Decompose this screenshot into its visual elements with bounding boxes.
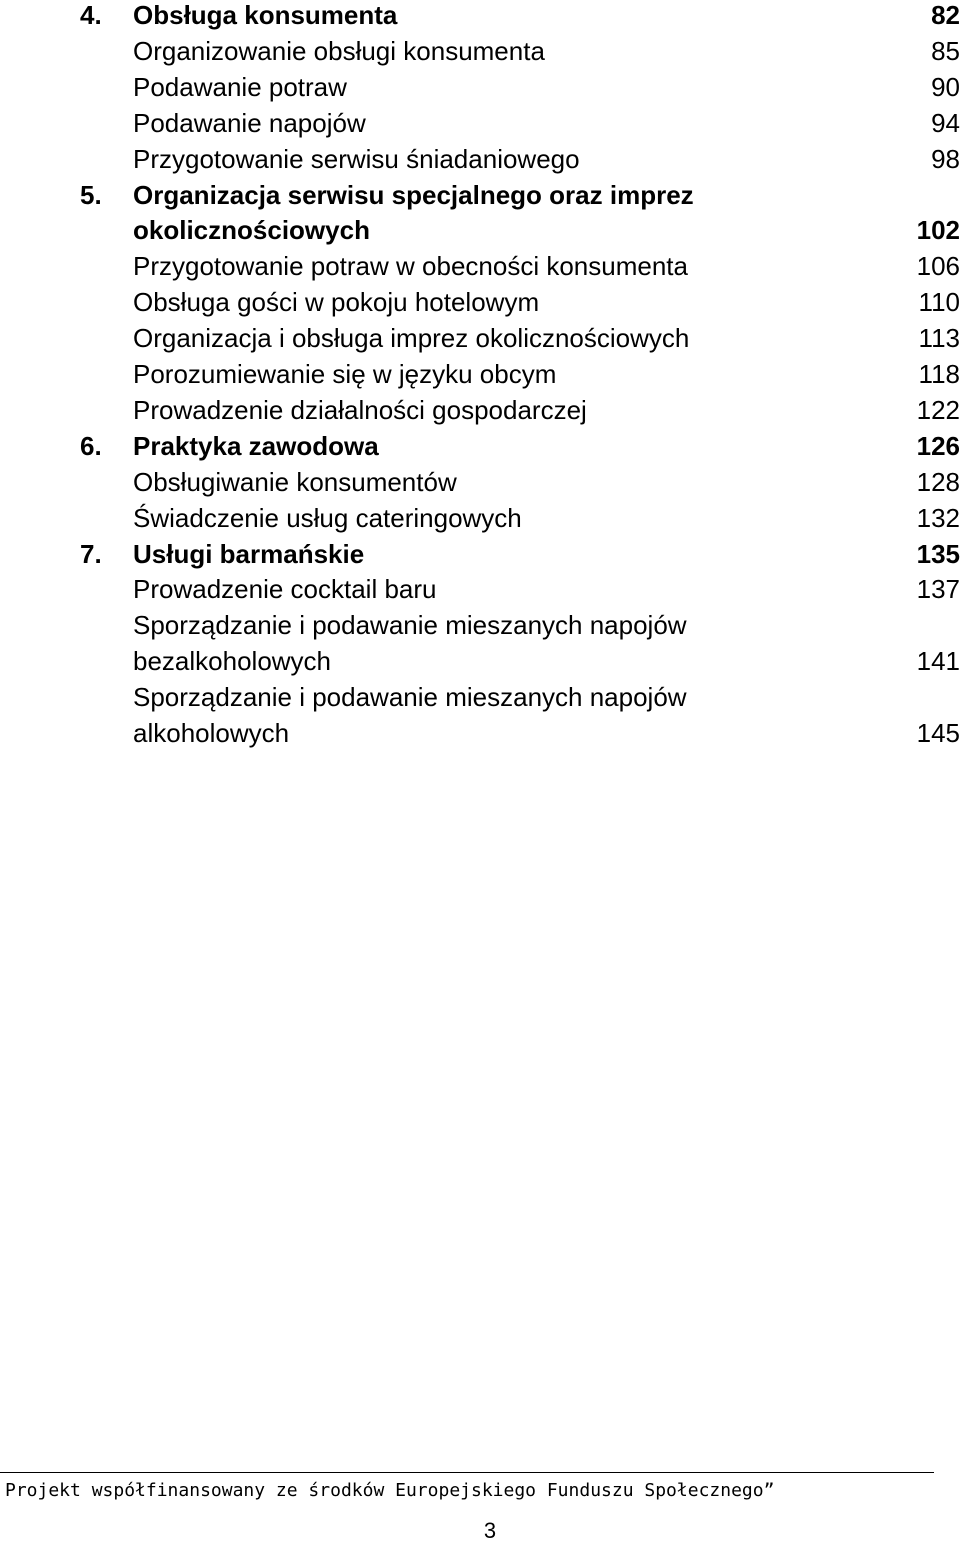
toc-entry-row (0, 500, 960, 536)
toc-entry-title: okolicznościowych (133, 215, 370, 246)
toc-page-number: 106 (916, 251, 960, 282)
toc-page-number: 85 (931, 35, 960, 66)
toc-page-number: 90 (931, 71, 960, 102)
toc-entry-title: Przygotowanie potraw w obecności konsumenta (133, 251, 688, 282)
toc-chapter-number: 7. (80, 538, 102, 569)
toc-entry-row (0, 464, 960, 500)
toc-page-number: 126 (916, 430, 960, 461)
toc-entry-title: Obsługiwanie konsumentów (133, 466, 457, 497)
toc-page-number: 122 (916, 394, 960, 425)
footer-funding-note: Projekt współfinansowany ze środków Europejskiego Funduszu Społecznego” (5, 1480, 775, 1501)
toc-entry-title: Prowadzenie cocktail baru (133, 574, 437, 605)
toc-entry-title: Organizacja serwisu specjalnego oraz imprez (133, 179, 694, 210)
toc-entry-row (0, 320, 960, 356)
toc-entry-row (0, 715, 960, 751)
toc-page-number: 132 (916, 502, 960, 533)
toc-entry-title: alkoholowych (133, 718, 290, 748)
toc-chapter-number: 6. (80, 430, 102, 461)
toc-entry-title: Porozumiewanie się w języku obcym (133, 359, 557, 389)
toc-entry-title: Obsługa konsumenta (133, 0, 398, 30)
toc-entry-title: Świadczenie usług cateringowych (133, 502, 522, 533)
toc-page-number: 98 (931, 143, 960, 174)
toc-entry-row (0, 679, 960, 715)
toc-entry-title: Praktyka zawodowa (133, 430, 379, 461)
toc-chapter-row (0, 536, 960, 572)
toc-page-number: 94 (931, 107, 960, 138)
toc-entry-row (0, 105, 960, 141)
toc-entry-row (0, 248, 960, 284)
toc-entry-title: Sporządzanie i podawanie mieszanych napojów (133, 610, 687, 641)
toc-page-number: 110 (918, 287, 960, 318)
toc-entry-title: Przygotowanie serwisu śniadaniowego (133, 143, 580, 174)
toc-entry-title: bezalkoholowych (133, 646, 332, 677)
toc-entry-row (0, 392, 960, 428)
toc-chapter-number: 5. (80, 179, 102, 210)
page-number: 3 (483, 1518, 497, 1543)
toc-page-number: 118 (918, 359, 960, 389)
toc-page-number: 128 (916, 466, 960, 497)
toc-entry-row (0, 69, 960, 105)
toc-page-number: 102 (916, 215, 960, 246)
footer-divider (0, 1472, 934, 1473)
toc-page-number: 82 (931, 0, 960, 30)
toc-chapter-row (0, 177, 960, 213)
toc-entry-title: Sporządzanie i podawanie mieszanych napojów (133, 682, 687, 713)
toc-page-number: 141 (916, 646, 960, 677)
toc-entry-title: Podawanie napojów (133, 107, 366, 138)
toc-entry-row (0, 571, 960, 607)
toc-page-number: 145 (916, 718, 960, 748)
toc-entry-row (0, 284, 960, 320)
toc-page-number: 135 (916, 538, 960, 569)
toc-entry-title: Podawanie potraw (133, 71, 347, 102)
toc-chapter-row (0, 0, 960, 33)
toc-entry-title: Obsługa gości w pokoju hotelowym (133, 287, 540, 318)
toc-entry-title: Organizowanie obsługi konsumenta (133, 35, 545, 66)
toc-entry-row (0, 356, 960, 392)
toc-entry-title: Usługi barmańskie (133, 538, 365, 569)
toc-chapter-row (0, 212, 960, 248)
toc-entry-title: Prowadzenie działalności gospodarczej (133, 394, 587, 425)
toc-entry-row (0, 141, 960, 177)
toc-entry-row (0, 33, 960, 69)
toc-page-number: 137 (916, 574, 960, 605)
toc-entry-row (0, 607, 960, 643)
toc-entry-title: Organizacja i obsługa imprez okolicznościowych (133, 323, 690, 354)
toc-entry-row (0, 643, 960, 679)
toc-page-number: 113 (918, 323, 960, 354)
toc-chapter-number: 4. (80, 0, 102, 30)
toc-chapter-row (0, 428, 960, 464)
